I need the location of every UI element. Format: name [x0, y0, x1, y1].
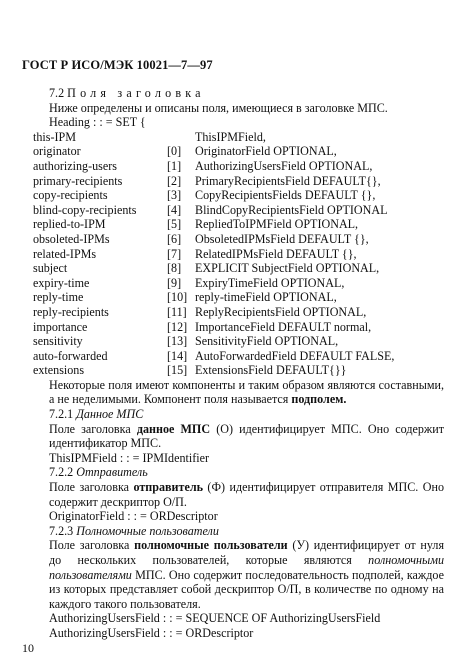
field-type: SensitivityField OPTIONAL, [195, 334, 339, 349]
field-type: AutoForwardedField DEFAULT FALSE, [195, 348, 395, 363]
code-line: OriginatorField : : = ORDescriptor [49, 509, 218, 524]
field-tag: [8] [167, 261, 182, 276]
field-row [33, 144, 444, 159]
section-number: 7.2 [49, 86, 65, 100]
running-header: ГОСТ Р ИСО/МЭК 10021—7—97 [22, 58, 213, 72]
field-name: primary-recipients [33, 173, 123, 188]
field-name: this-IPM [33, 129, 77, 144]
field-tag: [15] [167, 363, 188, 378]
field-row [33, 320, 444, 335]
field-row [33, 217, 444, 232]
code-line: AuthorizingUsersField : : = ORDescriptor [49, 625, 254, 640]
field-name: subject [33, 261, 68, 276]
field-row [33, 363, 444, 378]
field-row [33, 203, 444, 218]
field-tag: [12] [167, 319, 188, 334]
field-tag: [7] [167, 246, 182, 261]
paragraph-7-2-2: Поле заголовка отправитель (Ф) идентифицирует отправителя МПС. Оно содержит дескриптор О/П. [49, 480, 444, 509]
field-row [33, 290, 444, 305]
field-type: CopyRecipientsFields DEFAULT {}, [195, 188, 376, 203]
heading-declaration: Heading : : = SET { [49, 115, 146, 130]
section-title: Поля заголовка [67, 86, 205, 100]
field-name: auto-forwarded [33, 348, 108, 363]
field-tag: [2] [167, 173, 182, 188]
field-name: replied-to-IPM [33, 217, 106, 232]
field-name: copy-recipients [33, 188, 108, 203]
field-tag: [4] [167, 202, 182, 217]
field-row [33, 247, 444, 262]
page-number: 10 [22, 641, 34, 655]
field-name: importance [33, 319, 88, 334]
fields-list [33, 144, 444, 378]
field-tag: [5] [167, 217, 182, 232]
note-paragraph: Некоторые поля имеют компоненты и таким образом являются составными, а не неделимыми. Компонент поля называется подполем. [49, 377, 444, 407]
field-type: RepliedToIPMField OPTIONAL, [195, 217, 359, 232]
field-name: originator [33, 144, 81, 159]
field-name: authorizing-users [33, 158, 117, 173]
field-tag: [1] [167, 158, 182, 173]
field-tag: [10] [167, 290, 188, 305]
field-name: extensions [33, 363, 85, 378]
field-type: ExpiryTimeField OPTIONAL, [195, 275, 345, 290]
field-type: BlindCopyRecipientsField OPTIONAL [195, 202, 388, 217]
term-subfield: подполем. [291, 392, 347, 407]
field-row [33, 261, 444, 276]
section-heading [33, 86, 444, 101]
field-name: reply-recipients [33, 304, 109, 319]
subsection-heading-7-2-3: 7.2.3 Полномочные пользователи [49, 523, 219, 538]
subsection-title: Отправитель [76, 465, 148, 480]
field-name: reply-time [33, 290, 84, 305]
field-tag: [14] [167, 348, 188, 363]
code-line: AuthorizingUsersField : : = SEQUENCE OF AuthorizingUsersField [49, 611, 381, 626]
paragraph-7-2-3: Поле заголовка полномочные пользователи (У) идентифицирует от нуля до нескольких пользователей, которые являются полномочными пользователями МПС. Оно содержит последовательность подполей, каждое из которых представляет собой дескриптор О/П, в количестве по одному на каждого такого пользователя. [49, 538, 445, 611]
field-row [33, 349, 444, 364]
field-row [33, 232, 444, 247]
field-name: obsoleted-IPMs [33, 231, 110, 246]
intro-paragraph: Ниже определены и описаны поля, имеющиеся в заголовке МПС. [49, 100, 388, 115]
subsection-title: Данное МПС [76, 407, 144, 422]
field-row [33, 305, 444, 320]
field-row [33, 174, 444, 189]
field-type: ObsoletedIPMsField DEFAULT {}, [195, 231, 369, 246]
field-name: related-IPMs [33, 246, 97, 261]
subsection-heading-7-2-1: 7.2.1 Данное МПС [49, 407, 144, 422]
code-line: ThisIPMField : : = IPMIdentifier [49, 450, 210, 465]
field-type: ThisIPMField, [195, 129, 266, 144]
field-row [33, 188, 444, 203]
field-tag: [9] [167, 275, 182, 290]
field-tag: [6] [167, 231, 182, 246]
page-content [33, 86, 444, 641]
field-name: expiry-time [33, 275, 90, 290]
subsection-heading-7-2-2: 7.2.2 Отправитель [49, 465, 148, 480]
paragraph-7-2-1: Поле заголовка данное МПС (О) идентифицирует МПС. Оно содержит идентификатор МПС. [49, 421, 444, 451]
field-row [33, 130, 444, 145]
field-tag: [0] [167, 144, 182, 159]
field-type: ImportanceField DEFAULT normal, [195, 319, 372, 334]
field-type: RelatedIPMsField DEFAULT {}, [195, 246, 357, 261]
field-row [33, 334, 444, 349]
field-type: AuthorizingUsersField OPTIONAL, [195, 158, 373, 173]
field-row [33, 276, 444, 291]
subsection-title: Полномочные пользователи [76, 523, 219, 538]
field-tag: [11] [167, 304, 187, 319]
field-name: sensitivity [33, 334, 83, 349]
field-tag: [13] [167, 334, 188, 349]
field-tag: [3] [167, 188, 182, 203]
field-type: EXPLICIT SubjectField OPTIONAL, [195, 261, 380, 276]
field-type: ExtensionsField DEFAULT{}} [195, 363, 347, 378]
field-type: OriginatorField OPTIONAL, [195, 144, 337, 159]
field-type: reply-timeField OPTIONAL, [195, 290, 337, 305]
field-type: PrimaryRecipientsField DEFAULT{}, [195, 173, 381, 188]
field-type: ReplyRecipientsField OPTIONAL, [195, 304, 367, 319]
field-name: blind-copy-recipients [33, 202, 137, 217]
field-row [33, 159, 444, 174]
